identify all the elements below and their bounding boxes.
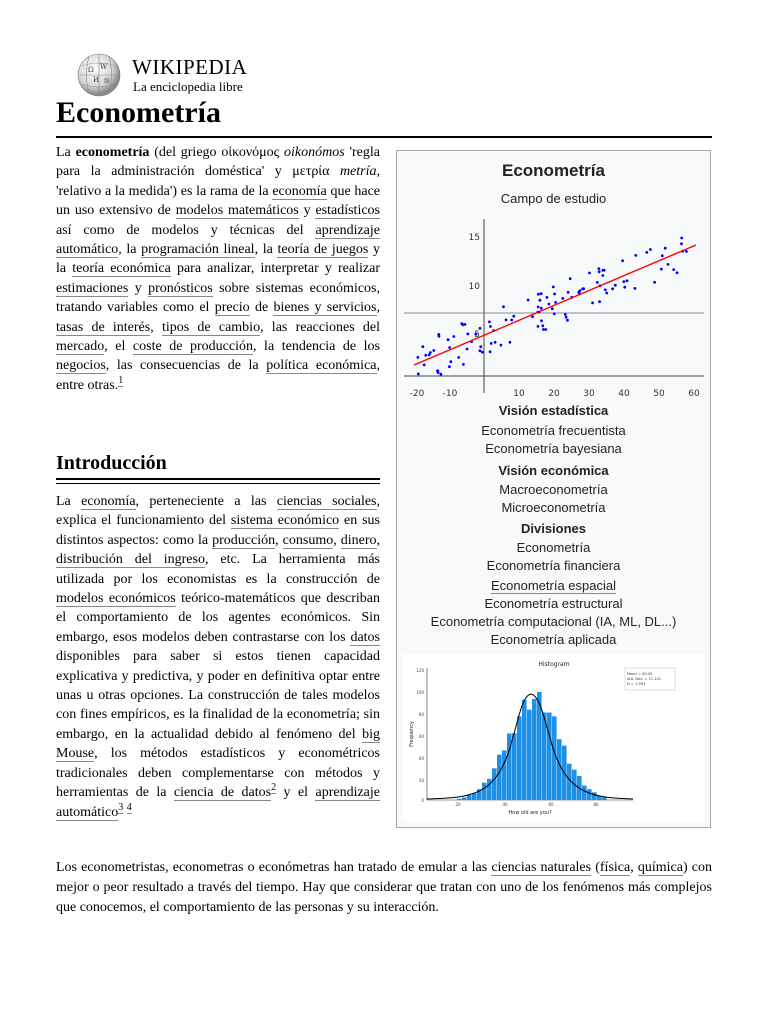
scatter-point — [540, 319, 543, 322]
infobox-row: Econometría — [516, 540, 591, 555]
histogram-y-tick: 20 — [418, 778, 424, 783]
infobox-row: Macroeconometría — [499, 482, 608, 497]
link-datos[interactable]: datos — [350, 629, 380, 645]
histogram-bar — [517, 716, 522, 800]
infobox-row: Econometría financiera — [486, 558, 621, 573]
histogram-y-tick: 60 — [418, 734, 424, 739]
scatter-point — [449, 360, 452, 363]
infobox-row: Microeconometría — [501, 500, 606, 515]
scatter-point — [510, 319, 513, 322]
scatter-point — [537, 293, 540, 296]
histogram-image[interactable] — [403, 654, 705, 822]
y-tick-label: 5 — [474, 330, 480, 340]
scatter-point — [676, 271, 679, 274]
histogram-bar — [532, 699, 537, 800]
link-big-mouse[interactable]: big Mouse — [56, 726, 380, 762]
scatter-point — [546, 296, 549, 299]
svg-text:W: W — [100, 63, 108, 71]
scatter-point — [505, 319, 508, 322]
histogram-bar — [557, 739, 562, 800]
histogram-bar — [567, 764, 572, 800]
section-divider-thin — [56, 483, 380, 484]
link-economia-2[interactable]: economía — [81, 494, 136, 509]
scatter-point — [548, 303, 551, 306]
scatter-point — [512, 315, 515, 318]
scatter-point — [598, 270, 601, 273]
scatter-point — [554, 301, 557, 304]
scatter-point — [653, 281, 656, 284]
scatter-point — [460, 322, 463, 325]
section-divider — [56, 478, 380, 480]
scatter-point — [457, 356, 460, 359]
infobox-row: Econometría aplicada — [490, 632, 617, 647]
scatter-point — [649, 248, 652, 251]
link-ciencias-sociales[interactable]: ciencias sociales — [276, 494, 377, 509]
infobox — [396, 150, 711, 828]
scatter-point — [551, 307, 554, 310]
lead-paragraph: La econometría (del griego οἰκονόμος oikonómos 'regla para la administración doméstica' y μετρία metría, 'relativo a la medida') es la rama de la economía que hace un uso extensivo de modelos matemáticos y estadísticos así como de modelos y técnicas del aprendizaje automático, la programación lineal, la teoría de juegos y la teoría económica para analizar, interpretar y realizar estimaciones y pronósticos sobre sistemas económicos, tratando variables como el precio de bienes y servicios, tasas de interés, tipos de cambio, las reacciones del mercado, el coste de producción, la tendencia de los negocios, las consecuencias de la política económica, entre otras.$^1$ — [56, 145, 381, 393]
svg-text:維: 維 — [104, 78, 111, 85]
histogram-bar — [462, 797, 467, 800]
histogram-bar — [587, 789, 592, 800]
scatter-point — [432, 349, 435, 352]
scatter-point — [661, 254, 664, 257]
histogram-x-tick: 60 — [548, 802, 554, 807]
link-modelos-economicos[interactable]: modelos económicos — [56, 591, 176, 607]
infobox-header-vision-economica: Visión económica — [498, 463, 609, 478]
histogram-bar — [467, 795, 472, 800]
scatter-point — [685, 250, 688, 253]
scatter-point — [537, 325, 540, 328]
histogram-bar — [542, 712, 547, 800]
scatter-point — [667, 263, 670, 266]
scatter-point — [541, 324, 544, 327]
scatter-point — [490, 342, 493, 345]
scatter-point — [672, 268, 675, 271]
link-ciencias-naturales[interactable]: ciencias naturales — [491, 860, 592, 875]
scatter-point — [479, 349, 482, 352]
histogram-bar — [492, 768, 497, 800]
scatter-point — [623, 286, 626, 289]
wikipedia-wordmark: WIKIPEDIA — [132, 55, 248, 79]
scatter-point — [664, 247, 667, 250]
scatter-point — [564, 313, 567, 316]
infobox-title: Econometría — [502, 161, 605, 180]
histogram-x-tick: 20 — [455, 802, 461, 807]
scatter-point — [552, 286, 555, 289]
bottom-paragraph: Los econometristas, econometras o económetras han tratado de emular a las ciencias naturales (física, química) con mejor o peor resultado a través del tiempo. Hay que considerar que tratan con uno de los fenómenos más complejos que conocemos, el comportamiento de las personas y su interacción. — [56, 860, 712, 915]
x-tick-label: -10 — [442, 389, 458, 399]
histogram-y-tick: 80 — [418, 712, 424, 717]
scatter-point — [448, 346, 451, 349]
histogram-y-tick: 0 — [421, 798, 424, 803]
link-produccion[interactable]: producción — [212, 532, 276, 548]
wikipedia-tagline: La enciclopedia libre — [133, 79, 243, 94]
link-aprendizaje-automatico[interactable]: aprendizaje automático — [56, 222, 380, 258]
x-tick-label: -20 — [409, 389, 425, 399]
histogram-bar — [512, 733, 517, 800]
scatter-point — [466, 333, 469, 336]
histogram-ylabel: Frequency — [409, 721, 415, 747]
scatter-point — [448, 365, 451, 368]
y-tick-label: 15 — [468, 233, 480, 243]
scatter-point — [502, 305, 505, 308]
link-pronosticos[interactable]: pronósticos — [148, 280, 213, 296]
scatter-point — [645, 251, 648, 254]
histogram-x-tick: 40 — [502, 802, 508, 807]
link-fisica[interactable]: física — [599, 860, 631, 875]
infobox-header-divisiones: Divisiones — [520, 521, 587, 536]
scatter-point — [429, 351, 432, 354]
link-tipos-de-cambio[interactable]: tipos de cambio — [161, 319, 261, 335]
link-quimica[interactable]: química — [637, 860, 683, 875]
scatter-point — [561, 297, 564, 300]
link-ciencia-de-datos[interactable]: ciencia de datos — [173, 785, 272, 801]
regression-line — [414, 245, 696, 365]
x-tick-label: 30 — [583, 389, 595, 399]
scatter-point — [680, 242, 683, 245]
scatter-point — [626, 279, 629, 282]
x-tick-label: 20 — [548, 389, 560, 399]
infobox-row: Econometría computacional (IA, ML, DL...) — [430, 614, 677, 629]
scatter-point — [417, 356, 420, 359]
scatter-point — [488, 321, 491, 324]
scatter-point — [500, 344, 503, 347]
histogram-y-tick: 120 — [416, 668, 424, 673]
link-programacion-lineal[interactable]: programación lineal — [141, 242, 255, 258]
histogram-bar — [472, 794, 477, 800]
scatter-point — [614, 284, 617, 287]
scatter-point — [489, 350, 492, 353]
link-estadisticos[interactable]: estadísticos — [315, 203, 380, 219]
histogram-y-tick: 40 — [418, 756, 424, 761]
scatter-point — [569, 277, 572, 280]
scatter-point — [447, 338, 450, 341]
scatter-point — [604, 288, 607, 291]
wikipedia-logo[interactable] — [74, 52, 274, 98]
link-estimaciones[interactable]: estimaciones — [56, 280, 129, 296]
histogram-bar — [522, 700, 527, 800]
reference-3[interactable]: 3 — [118, 801, 124, 813]
histogram-bar — [527, 710, 532, 800]
title-divider — [56, 136, 712, 138]
link-economia[interactable]: economía — [272, 183, 327, 199]
lead-term: econometría — [75, 145, 150, 160]
infobox-link-econometria-espacial[interactable]: Econometría espacial — [490, 578, 616, 593]
infobox-row: Econometría frecuentista — [481, 423, 626, 438]
link-aprendizaje-automatico-2[interactable]: aprendizaje automático — [56, 785, 380, 820]
scatter-point — [565, 316, 568, 319]
link-precio[interactable]: precio — [214, 300, 250, 316]
reference-1[interactable]: 1 — [118, 375, 124, 387]
histogram-bar — [497, 755, 502, 800]
scatter-point — [603, 269, 606, 272]
section-paragraph: La economía, perteneciente a las ciencias sociales, explica el funcionamiento del sistema económico en sus distintos aspectos: como la producción, consumo, dinero, distribución del ingreso, etc. La herramienta más utilizada por los economistas es la construcción de modelos económicos teórico-matemáticos que describan el comportamiento de los agentes económicos. Sin embargo, esos modelos deben contrastarse con los datos disponibles para saber si estos tienen capacidad explicativa y predictiva, y poder en definitiva optar entre unas u otras opciones. La construcción de tales modelos con fines empíricos, es la finalidad de la econometría; sin embargo, en la actualidad debido al fenómeno del big Mouse, los métodos estadísticos y econométricos tradicionales deben complementarse con métodos y herramientas de la ciencia de datos$^2$ y el aprendizaje automático$^3$ $^4$ — [56, 494, 381, 820]
scatter-point — [537, 306, 540, 309]
histogram-stat: Mean = 49.45 — [627, 672, 653, 676]
x-tick-label: 10 — [513, 389, 525, 399]
scatter-point — [660, 268, 663, 271]
scatter-point — [597, 267, 600, 270]
scatter-point — [438, 335, 441, 338]
link-negocios[interactable]: negocios — [56, 358, 106, 374]
link-tasas-de-interes[interactable]: tasas de interés — [56, 319, 151, 335]
svg-text:И: И — [93, 76, 100, 84]
link-teoria-economica[interactable]: teoría económica — [72, 261, 171, 277]
scatter-point — [611, 287, 614, 290]
scatter-point — [509, 341, 512, 344]
svg-text:Ω: Ω — [88, 66, 94, 74]
scatter-point — [417, 373, 420, 376]
scatter-point — [605, 292, 608, 295]
x-tick-label: 60 — [688, 389, 700, 399]
infobox-row: Econometría estructural — [484, 596, 623, 611]
histogram-y-tick: 100 — [416, 690, 424, 695]
scatter-point — [423, 364, 426, 367]
scatter-point — [479, 345, 482, 348]
link-consumo[interactable]: consumo — [282, 532, 334, 548]
histogram-xlabel: How old are you? — [508, 810, 552, 816]
link-politica-economica[interactable]: política económica — [266, 358, 377, 374]
infobox-row: Econometría bayesiana — [485, 441, 622, 456]
link-distribucion-del-ingreso[interactable]: distribución del ingreso — [56, 552, 205, 568]
scatter-point — [621, 259, 624, 262]
scatter-point — [542, 328, 545, 331]
page-title: Econometría — [56, 96, 221, 129]
scatter-point — [540, 307, 543, 310]
scatter-point — [440, 373, 443, 376]
scatter-point — [452, 335, 455, 338]
scatter-point — [680, 237, 683, 240]
reference-2[interactable]: 2 — [271, 782, 277, 794]
histogram-bar — [547, 713, 552, 801]
scatter-point — [634, 254, 637, 257]
link-coste-de-produccion[interactable]: coste de producción — [132, 339, 253, 355]
scatter-point — [544, 328, 547, 331]
scatter-point — [462, 363, 465, 366]
histogram-bar — [592, 792, 597, 800]
scatter-point — [591, 302, 594, 305]
histogram-title: Histogram — [538, 661, 570, 668]
histogram-bar — [582, 786, 587, 801]
scatter-point — [489, 325, 492, 328]
histogram-stat: Std. Dev. = 11.101 — [627, 677, 662, 681]
scatter-point — [596, 281, 599, 284]
histogram-x-tick: 80 — [593, 802, 599, 807]
scatter-point — [539, 299, 542, 302]
scatter-point — [622, 280, 625, 283]
scatter-point — [466, 348, 469, 351]
scatter-point — [494, 341, 497, 344]
section-heading-introduccion: Introducción — [56, 452, 167, 474]
scatter-point — [581, 288, 584, 291]
infobox-header-vision-estadistica: Visión estadística — [498, 403, 609, 418]
link-bienes-y-servicios[interactable]: bienes y servicios — [273, 300, 377, 316]
scatter-point — [567, 291, 570, 294]
link-teoria-de-juegos[interactable]: teoría de juegos — [277, 242, 369, 258]
scatter-point — [566, 319, 569, 322]
scatter-plot-image[interactable] — [402, 215, 706, 401]
scatter-point — [634, 287, 637, 290]
y-tick-label: 10 — [468, 282, 480, 292]
scatter-point — [553, 312, 556, 315]
wikipedia-globe-icon — [74, 52, 124, 98]
histogram-stat: N = 1,993 — [627, 682, 646, 686]
scatter-point — [601, 274, 604, 277]
scatter-point — [424, 354, 427, 357]
scatter-point — [553, 293, 556, 296]
histogram-bar — [502, 750, 507, 800]
histogram-bar — [457, 799, 462, 800]
scatter-point — [588, 272, 591, 275]
infobox-subtitle: Campo de estudio — [500, 191, 607, 206]
link-mercado[interactable]: mercado — [56, 339, 105, 355]
scatter-point — [481, 351, 484, 354]
x-tick-label: 40 — [618, 389, 630, 399]
scatter-point — [527, 299, 530, 302]
x-tick-label: 50 — [653, 389, 665, 399]
reference-4[interactable]: 4 — [126, 801, 132, 813]
scatter-point — [436, 370, 439, 373]
histogram-bar — [482, 783, 487, 800]
scatter-point — [540, 292, 543, 295]
link-dinero[interactable]: dinero — [340, 532, 377, 548]
scatter-point — [598, 300, 601, 303]
link-sistema-economico[interactable]: sistema económico — [230, 513, 340, 529]
scatter-point — [421, 345, 424, 348]
link-modelos-matematicos[interactable]: modelos matemáticos — [175, 203, 299, 219]
histogram-bar — [552, 716, 557, 800]
